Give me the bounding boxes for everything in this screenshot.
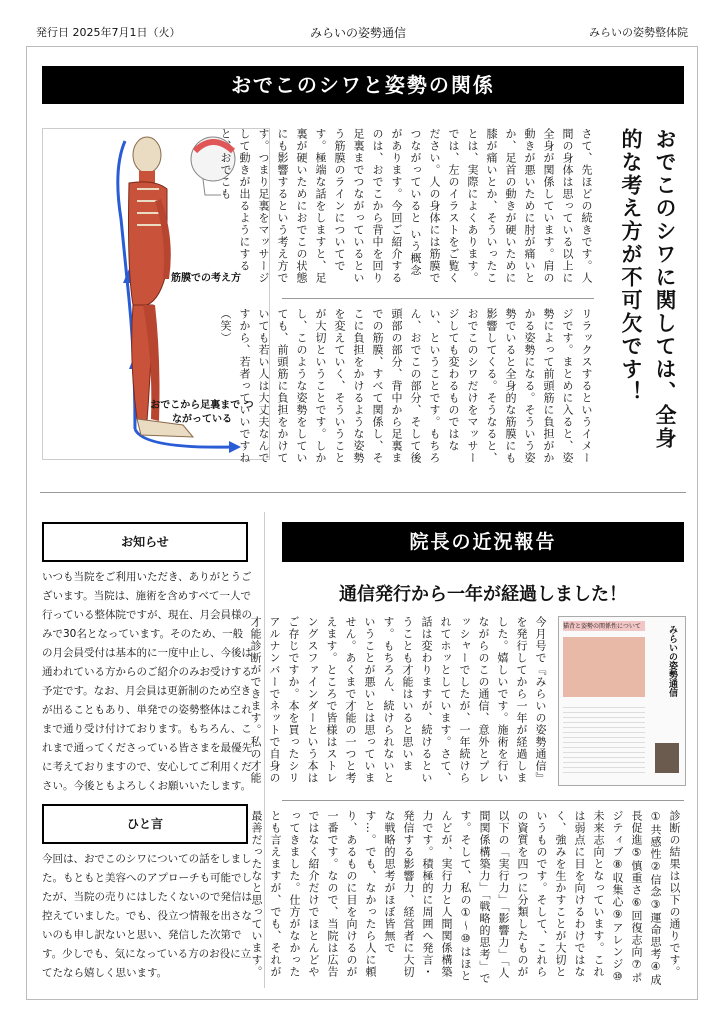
newsletter-thumbnail [558, 616, 686, 786]
article-col-lower: リラックスするというイメージです。まとめに入ると、姿勢によって前頭筋に負担がかかる姿勢になる。そういう姿勢でいると全身的な筋膜にも影響してくる。そうなると、おでこのシワだけをマッサージしても変わるものではない、ということです。もちろん、おでこの部分、そして後頭部の部分、背中から足裏までの筋膜、すべて関係し、そこに負担をかけるような姿勢を変えていく、そういうことが大切ということです。しかし、このような姿勢をしていても、前頭筋に負担をかけていても若い人は大丈夫なんですから、若者っていいですね（笑） [219, 308, 593, 464]
thumb-photo [655, 743, 679, 773]
director-subtitle: 通信発行から一年が経過しました！ [339, 584, 627, 605]
newsletter-name: みらいの姿勢通信 [310, 26, 407, 40]
clinic-name: みらいの姿勢整体院 [589, 26, 688, 39]
section-divider [40, 492, 686, 493]
thumb-lines [563, 703, 645, 773]
issue-date: 発行日 2025年7月1日（火） [36, 26, 181, 39]
figure-label-fascia: 筋膜での考え方 [171, 273, 241, 284]
hitokoto-title-box: ひと言 [42, 804, 248, 844]
thumb-body-image [563, 637, 645, 697]
article-headline: おでこのシワに関しては、全身的な考え方が不可欠です！ [619, 128, 677, 450]
column-divider [282, 298, 594, 299]
director-divider [282, 800, 684, 801]
article-col-upper: さて、先ほどの続きです。人間の身体は思っている以上に全身が関係しています。肩の動きが悪いために肘が痛いとか、足首の動きが硬いために膝が痛いとか、そういったことは、実際によくあります。では、左のイラストをご覧ください。人の身体には筋膜でつながっていると いう概念があります。今回ご紹介するのは、おでこから背中を回り足裏までつながっているという筋膜のラインについてです。極端な話をしますと、足裏が硬いためにおでこの状態にも影響するという考え方です。つまり足裏をマッサージして動きが出るようにすると、おでこも [219, 128, 593, 284]
notice-body: いつも当院をご利用いただき、ありがとうございます。当院は、施術を含めすべて一人で行っている整体院ですが、現在、月会員様の みで30名となっています。そのため、一般の月会員受付は基本的に一度中止し、今後は通われている方からのご紹介のみお受けする予定です。なお、月会員は更新制のため空きが出ることもあり、単発での姿勢整体はこれまで通り受け付けております。もちろん、これまで通ってくださっている皆さまを最優先に考えておりますので、安心してご利用ください。今後ともよろしくお願いいたします。 [42, 571, 252, 792]
director-col-lower: 診断の結果は以下の通りです。①共感性②信念③運命思考④成長促進⑤慎重さ⑥回復志向⑦ポジティブ⑧収集心⑨アレンジ⑩未来志向となっています。これは弱点に目を向けるわけではなく、強みを生かすことが大切というものです。そして、これらの資質を四つに分類したものが以下の「実行力」「影響力」「人間関係構築力」「戦略的思考」です。そして、私の①～⑩はほとんどが、実行力と人間関係構築力です。積極的に周囲へ発言・発信する影響力、経営者に大切な戦略的思考がほぼ皆無です…。でも、なかったら人に頼り、あるものに目を向けるのが一番です。なので、当院は広告ではなく紹介だけでほとんどやってきました。仕方がなかったとも言えますが、でも、それが最善だったなと思っています。 [250, 810, 681, 986]
thumb-heading: 猫背と姿勢の関係性について [563, 621, 645, 631]
notice-title-box: お知らせ [42, 522, 248, 562]
hitokoto-body: 今回は、おでこのシワについての話をしました。もともと美容へのアプローチも可能でしたが、当院の売りにはしたくないので発信は控えていました。でも、役立つ情報を出さないのも申し訳ないと思い、発信した次第です。少しでも、気になっている方のお役に立てたなら嬉しく思います。 [42, 853, 252, 979]
director-title: 院長の近況報告 [282, 522, 684, 562]
director-col-upper: 今月号で『みらいの姿勢通信』を発行してから一年が経過しました。嬉しいです。施術を行いながらのこの通信、意外とプレッシャーでしたが、一年続けられてホッとしています。さて、話は変わりますが、続けるということも才能はいると思います。もちろん、続けられないということが悪いとは思っていません。あくまで才能の一つと考えます。ところで皆様はストレングスファインダーという本はご存じですか。本を買ったシリアルナンバーでネットで自身の才能診断ができます。私の才能 [249, 616, 547, 784]
article-title: おでこのシワと姿勢の関係 [42, 66, 684, 104]
figure-label-connection: おでこから足裏まで つながっている [150, 400, 254, 425]
thumb-newsletter-title: みらいの姿勢通信 [667, 625, 677, 697]
